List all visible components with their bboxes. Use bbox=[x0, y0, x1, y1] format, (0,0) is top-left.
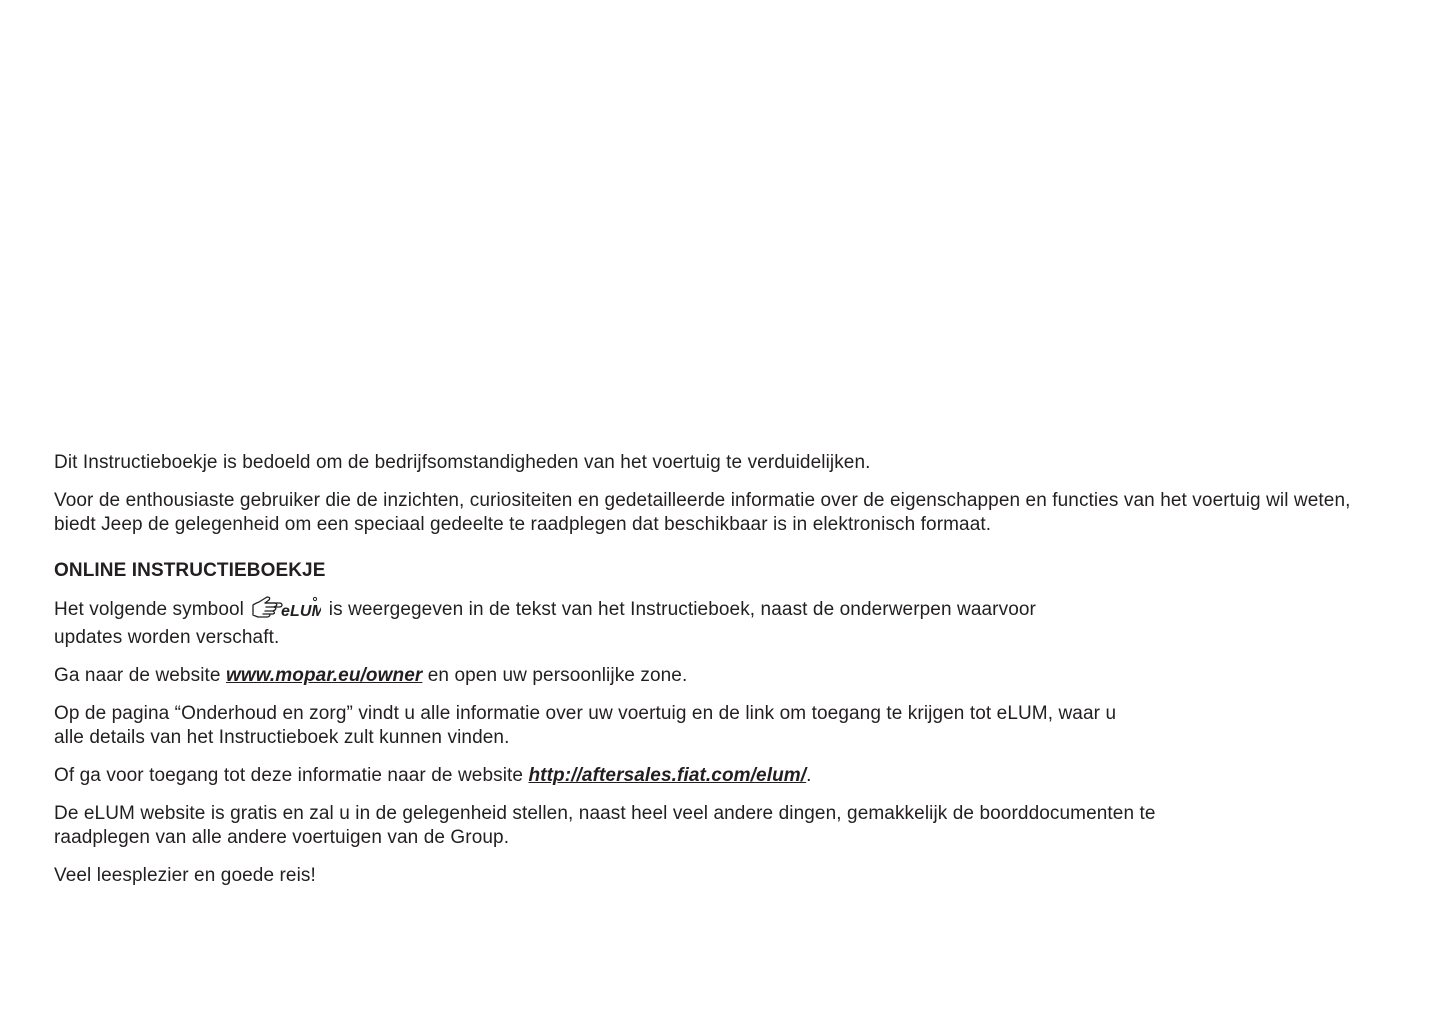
symbol-text-after: is weergegeven in de tekst van het Instructieboek, naast de onderwerpen waarvoor bbox=[323, 599, 1036, 620]
closing-paragraph: Veel leesplezier en goede reis! bbox=[54, 865, 316, 886]
elum-info-line1: De eLUM website is gratis en zal u in de gelegenheid stellen, naast heel veel andere dingen, gemakkelijk de boorddocumenten te bbox=[54, 803, 1156, 824]
alternative-website-paragraph bbox=[54, 764, 1374, 788]
page-info-line1: Op de pagina “Onderhoud en zorg” vindt u alle informatie over uw voertuig en de link om toegang te krijgen tot eLUM, waar u bbox=[54, 703, 1117, 724]
mopar-owner-link[interactable]: www.mopar.eu/owner bbox=[225, 665, 423, 686]
page-info-line2: alle details van het Instructieboek zult kunnen vinden. bbox=[54, 727, 510, 748]
section-heading-online-instructieboekje: ONLINE INSTRUCTIEBOEKJE bbox=[54, 560, 326, 581]
symbol-text-before: Het volgende symbool bbox=[54, 599, 244, 620]
pointing-hand-elum-icon bbox=[251, 595, 321, 626]
intro-paragraph-2: Voor de enthousiaste gebruiker die de inzichten, curiositeiten en gedetailleerde informatie over de eigenschappen en functies van het voertuig wil weten, biedt Jeep de gelegenheid om een speciaal gedeelte te raadplegen dat beschikbaar is in elektronisch formaat. bbox=[54, 490, 1351, 535]
website-text-before: Ga naar de website bbox=[54, 665, 226, 686]
alt-text-after: . bbox=[806, 765, 812, 786]
symbol-paragraph bbox=[54, 595, 1374, 650]
alt-text-before: Of ga voor toegang tot deze informatie naar de website bbox=[54, 765, 529, 786]
aftersales-elum-link[interactable]: http://aftersales.fiat.com/elum/ bbox=[528, 765, 807, 786]
symbol-text-after-line2: updates worden verschaft. bbox=[54, 627, 280, 648]
website-text-after: en open uw persoonlijke zone. bbox=[422, 665, 688, 686]
elum-info-paragraph bbox=[54, 802, 1374, 850]
elum-info-line2: raadplegen van alle andere voertuigen van de Group. bbox=[54, 827, 510, 848]
document-body bbox=[54, 451, 1374, 902]
website-paragraph bbox=[54, 664, 1374, 688]
intro-paragraph-1: Dit Instructieboekje is bedoeld om de bedrijfsomstandigheden van het voertuig te verduidelijken. bbox=[54, 452, 871, 473]
page-info-paragraph bbox=[54, 702, 1374, 750]
elum-icon-text: eLUM bbox=[281, 603, 322, 619]
